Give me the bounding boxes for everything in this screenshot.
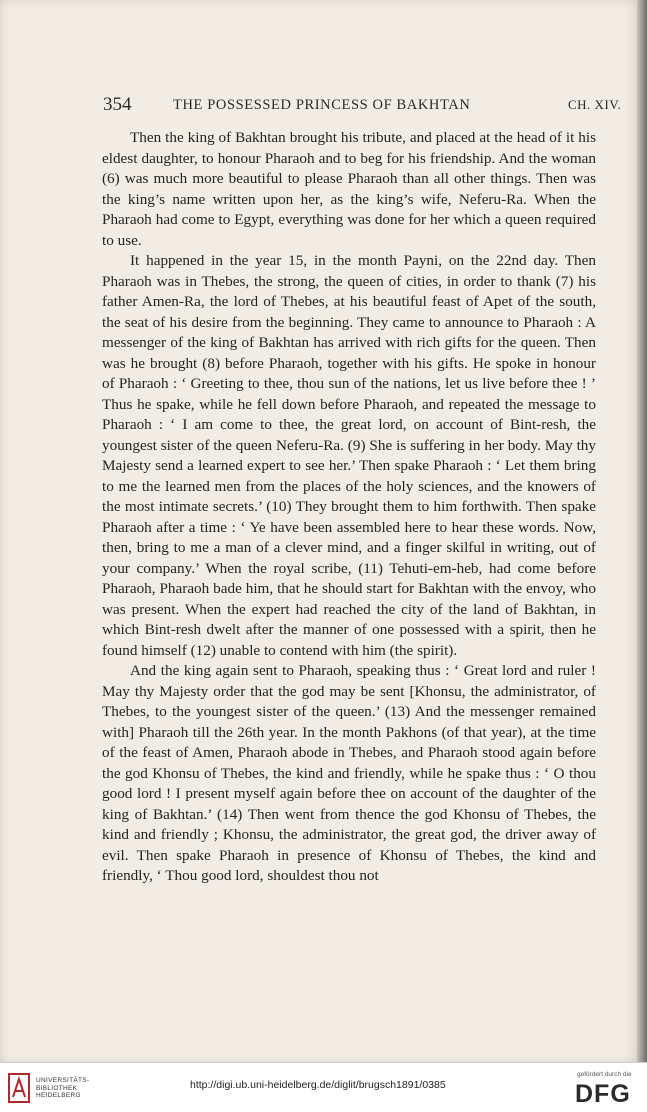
paragraph: Then the king of Bakhtan brought his tribute, and placed at the head of it his eldest daughter, to honour Pharaoh and to beg for his friendship. And the woman (6) was much more beautiful to please Pharaoh than all other things. Then was the king’s name written upon her, as the king’s wife, Neferu-Ra. When the Pharaoh had come to Egypt, everything was done for her which a queen required to use.	[102, 129, 596, 249]
running-title: THE POSSESSED PRINCESS OF BAKHTAN	[173, 97, 471, 113]
body-text	[102, 128, 596, 887]
page-header	[103, 94, 623, 118]
funded-by-label: gefördert durch die	[577, 1071, 632, 1078]
heidelberg-library-logo-icon	[8, 1073, 30, 1103]
paragraph: And the king again sent to Pharaoh, speaking thus : ‘ Great lord and ruler ! May thy Majesty order that the god may be sent [Khonsu, the administrator, of Thebes, to the youngest sister of the queen.’ (13) And the messenger remained with] Pharaoh till the 26th year. In the month Pakhons (of that year), at the time of the feast of Amen, Pharaoh abode in Thebes, and Pharaoh stood again before the god Khonsu of Thebes, the kind and friendly, while he spake thus : ‘ O thou good lord ! I present myself again before thee on account of the daughter of the king of Bakhtan.’ (14) Then went from thence the god Khonsu of Thebes, the kind and friendly ; Khonsu, the administrator, the great god, the driver away of evil. Then spake Pharaoh in presence of Khonsu of Thebes, the kind and friendly, ‘ Thou good lord, shouldest thou not	[102, 662, 596, 884]
library-name	[36, 1077, 89, 1100]
library-name-line: HEIDELBERG	[36, 1092, 81, 1099]
paragraph: It happened in the year 15, in the month Payni, on the 22nd day. Then Pharaoh was in Thebes, the strong, the queen of cities, in order to thank (7) his father Amen-Ra, the lord of Thebes, at his beautiful feast of Apet of the south, the seat of his desire from the beginning. They came to announce to Pharaoh : A messenger of the king of Bakhtan has arrived with rich gifts for the queen. Then was he brought (8) before Pharaoh, together with his gifts. He spoke in honour of Pharaoh : ‘ Greeting to thee, thou sun of the nations, let us live before thee ! ’ Thus he spake, while he fell down before Pharaoh, and repeated the message to Pharaoh : ‘ I am come to thee, the great lord, on account of Bint-resh, the youngest sister of the queen Neferu-Ra. (9) She is suffering in her body. May thy Majesty send a learned expert to see her.’ Then spake Pharaoh : ‘ Let them bring to me the learned men from the places of the holy sciences, and the knowers of the most intimate secrets.’ (10) They brought them to him forthwith. Then spake Pharaoh after a time : ‘ Ye have been assembled here to hear these words. Now, then, bring to me a man of a clever mind, and a finger skilful in writing, out of your company.’ When the royal scribe, (11) Tehuti-em-heb, had come before Pharaoh, Pharaoh bade him, that he should start for Bakhtan with the envoy, who was present. When the expert had reached the city of the land of Bakhtan, in which Bint-resh dwelt after the manner of one possessed with a spirit, then he found himself (12) unable to contend with him (the spirit).	[102, 252, 596, 659]
dfg-logo-text: DFG	[575, 1080, 631, 1106]
chapter-label: CH. XIV.	[568, 97, 622, 112]
library-name-line: BIBLIOTHEK	[36, 1084, 78, 1092]
permalink-url[interactable]: http://digi.ub.uni-heidelberg.de/diglit/brugsch1891/0385	[190, 1079, 446, 1091]
digitization-footer	[0, 1062, 647, 1112]
page-number: 354	[103, 94, 132, 115]
library-name-line: UNIVERSITÄTS-	[36, 1077, 90, 1084]
page-edge-shadow	[637, 0, 647, 1062]
dfg-logo	[573, 1080, 641, 1106]
